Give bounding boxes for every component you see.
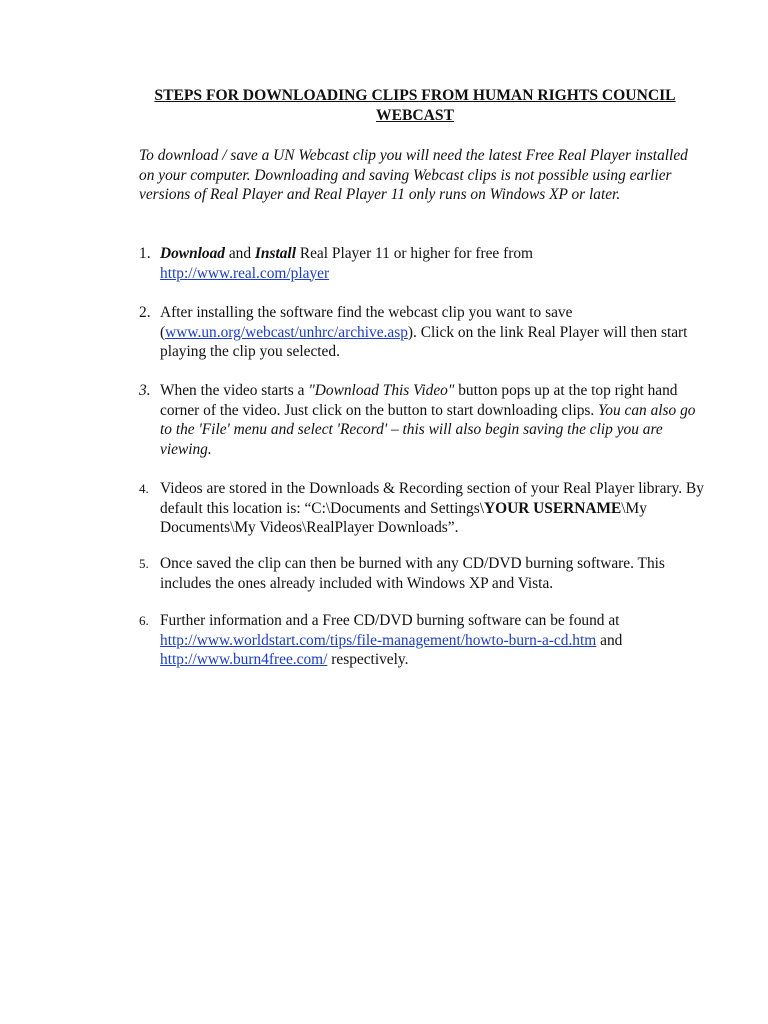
step-body	[160, 381, 705, 459]
step-body	[160, 479, 705, 538]
step-text: button pops up at the top right hand corner of the video. Just click on the button to start downloading clips.	[160, 382, 678, 419]
step-number: 6.	[139, 613, 149, 628]
step-text: When the video starts a	[160, 382, 309, 399]
step-4	[139, 479, 704, 538]
step-number: 4.	[139, 481, 149, 496]
step-2	[139, 303, 699, 362]
username-emphasis: YOUR USERNAME	[484, 499, 622, 517]
real-player-link[interactable]: http://www.real.com/player	[160, 264, 330, 282]
step-text: Further information and a Free CD/DVD burning software can be found at	[160, 612, 620, 629]
step-number: 5.	[139, 556, 149, 571]
step-5	[139, 554, 699, 593]
step-text: ). Click on the link Real Player will then start playing the clip you selected.	[160, 323, 688, 360]
step-number: 1.	[139, 245, 151, 262]
download-emphasis: Download	[160, 245, 225, 262]
burn4free-link[interactable]: http://www.burn4free.com/	[160, 651, 328, 668]
step-body: Once saved the clip can then be burned with any CD/DVD burning software. This includes the ones already included with Windows XP and Vista.	[160, 555, 665, 592]
step-text: Real Player 11 or higher for free from	[295, 245, 534, 262]
step-1	[139, 244, 699, 283]
step-text: and	[225, 245, 255, 262]
step-text: respectively.	[327, 651, 409, 668]
step-body	[160, 611, 705, 670]
button-name-quote: "Download This Video"	[308, 382, 455, 399]
step-text: \My Documents\My Videos\RealPlayer Downloads”.	[160, 499, 647, 536]
step-text: and	[596, 631, 623, 649]
unhrc-archive-link[interactable]: www.un.org/webcast/unhrc/archive.asp	[165, 323, 408, 341]
step-number: 2.	[139, 304, 151, 321]
step-italic-note: You can also go to the 'File' menu and select 'Record' – this will also begin saving the clip you are viewing.	[160, 401, 696, 458]
step-3	[139, 381, 699, 459]
step-number: 3.	[139, 382, 151, 399]
intro-paragraph: To download / save a UN Webcast clip you will need the latest Free Real Player installed on your computer. Downloading and saving Webcast clips is not possible using earlier versions of Real Player and Real Player 11 only runs on Windows XP or later.	[139, 147, 688, 203]
step-6	[139, 611, 699, 670]
page-title: STEPS FOR DOWNLOADING CLIPS FROM HUMAN RIGHTS COUNCIL WEBCAST	[154, 87, 676, 124]
step-text: After installing the software find the webcast clip you want to save (	[160, 304, 573, 341]
install-emphasis: Install	[254, 245, 296, 262]
step-body	[160, 303, 705, 362]
worldstart-link[interactable]: http://www.worldstart.com/tips/file-management/howto-burn-a-cd.htm	[160, 631, 597, 649]
step-text: Videos are stored in the Downloads & Recording section of your Real Player library. By default this location is: “C:\Documents and Settings\	[160, 480, 704, 517]
step-body	[160, 244, 705, 283]
